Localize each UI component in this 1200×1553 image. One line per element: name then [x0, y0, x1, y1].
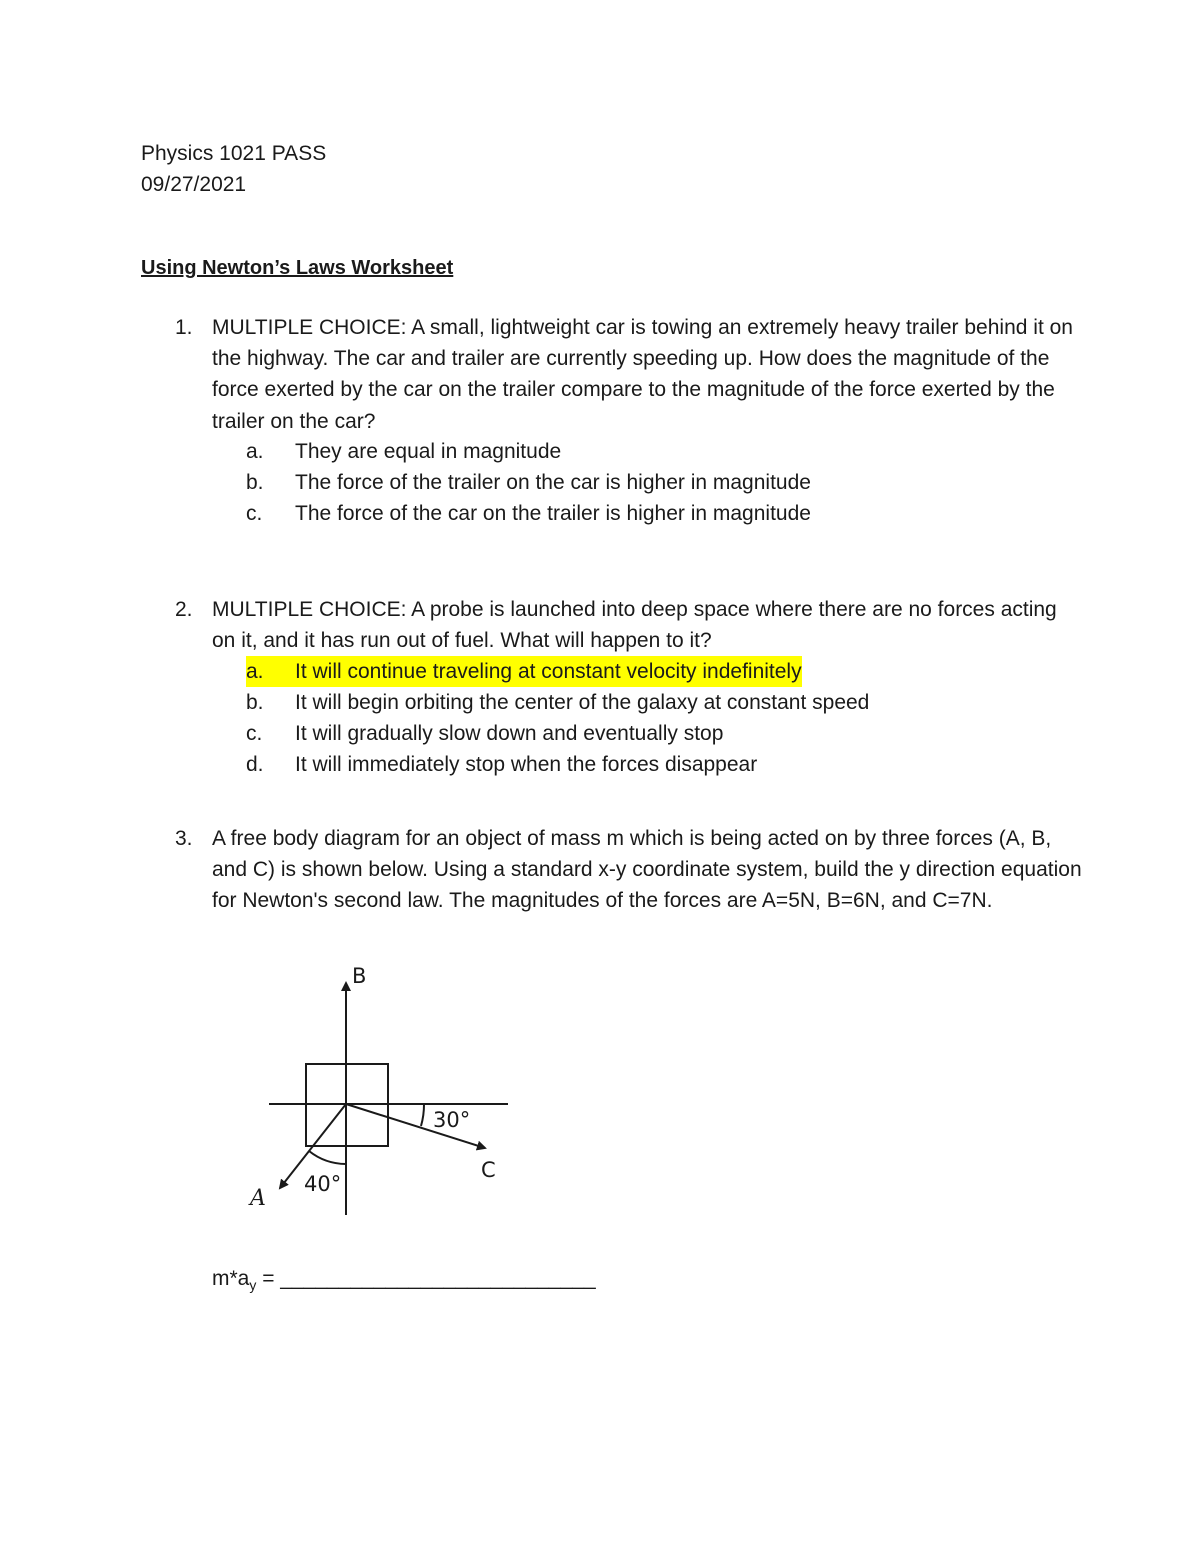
angle-arc-a: [309, 1151, 346, 1164]
question-2-number: 2.: [175, 598, 193, 621]
angle-arc-c: [421, 1104, 424, 1126]
question-1-option-a: [246, 436, 561, 467]
question-2-option-c: [246, 718, 723, 749]
newton-second-law-equation: [212, 1263, 596, 1301]
label-a: A: [250, 1186, 266, 1211]
option-letter: b.: [246, 691, 264, 714]
worksheet-date: 09/27/2021: [141, 173, 247, 196]
question-2-option-b: [246, 687, 869, 718]
option-letter: a.: [246, 660, 264, 683]
equation-lhs: m*a: [212, 1267, 250, 1290]
course-name: Physics 1021 PASS: [141, 142, 327, 165]
option-letter: c.: [246, 502, 263, 525]
option-text: The force of the car on the trailer is higher in magnitude: [295, 502, 811, 525]
angle-label-30: 30°: [433, 1108, 471, 1132]
question-1-number: 1.: [175, 316, 193, 339]
option-text: The force of the trailer on the car is higher in magnitude: [295, 471, 811, 494]
question-3-text: A free body diagram for an object of mass m which is being acted on by three forces (A, B, and C) is shown below. Using a standard x-y coordinate system, build the y direction equation for Newton's second law. The magnitudes of the forces are A=5N, B=6N, and C=7N.: [212, 827, 1082, 913]
question-3-number: 3.: [175, 827, 193, 850]
question-1-option-c: [246, 498, 811, 529]
label-b: B: [352, 964, 367, 988]
option-text: It will begin orbiting the center of the galaxy at constant speed: [295, 691, 870, 714]
option-letter: b.: [246, 471, 264, 494]
question-1-option-b: [246, 467, 811, 498]
label-c: C: [481, 1158, 496, 1182]
equation-blank: = ___________________________: [256, 1267, 596, 1290]
question-2-text: MULTIPLE CHOICE: A probe is launched into deep space where there are no forces acting on it, and it has run out of fuel. What will happen to it?: [212, 598, 1057, 653]
option-text: It will immediately stop when the forces disappear: [295, 753, 758, 776]
equation-subscript: y: [249, 1277, 257, 1294]
question-2-option-d: [246, 749, 757, 780]
option-letter: a.: [246, 440, 264, 463]
free-body-diagram: [240, 955, 520, 1225]
angle-label-40: 40°: [304, 1172, 342, 1196]
option-letter: d.: [246, 753, 264, 776]
question-1-text: MULTIPLE CHOICE: A small, lightweight car is towing an extremely heavy trailer behind it on the highway. The car and trailer are currently speeding up. How does the magnitude of the force exerted by the car on the trailer compare to the magnitude of the force exerted by the trailer on the car?: [212, 316, 1073, 433]
question-2-option-a-highlighted: [246, 656, 802, 687]
option-text: It will continue traveling at constant velocity indefinitely: [295, 660, 802, 683]
option-text: They are equal in magnitude: [295, 440, 562, 463]
option-letter: c.: [246, 722, 263, 745]
worksheet-title: Using Newton’s Laws Worksheet: [141, 257, 454, 279]
option-text: It will gradually slow down and eventually stop: [295, 722, 724, 745]
